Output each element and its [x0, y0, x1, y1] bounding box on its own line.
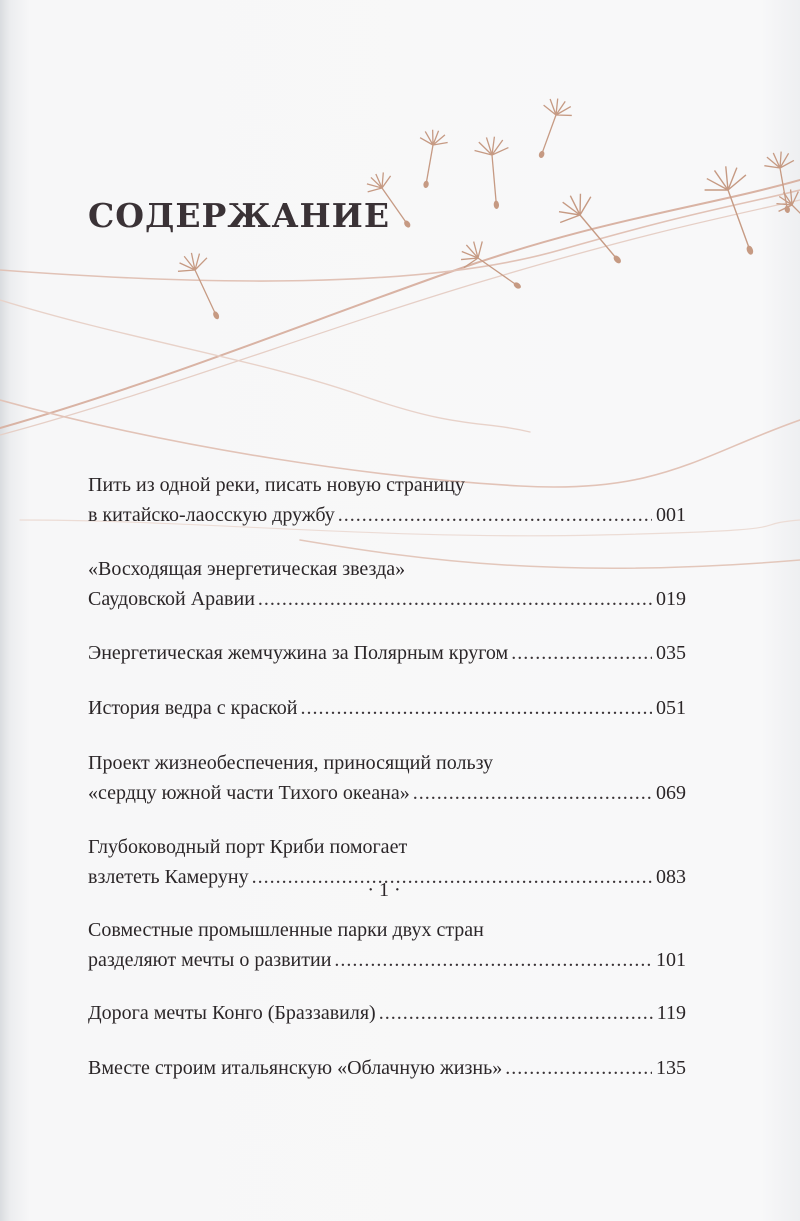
dot-leader	[300, 693, 652, 723]
toc-page-number: 001	[656, 504, 686, 526]
toc-entry[interactable]	[88, 915, 686, 975]
toc-entry[interactable]	[88, 693, 686, 723]
toc-entry-title: История ведра с краской	[88, 697, 298, 719]
toc-entry-line	[88, 470, 686, 500]
dot-leader	[505, 1053, 652, 1083]
toc-entry-line	[88, 945, 686, 975]
toc-page-number: 019	[656, 588, 686, 610]
toc-entry-title: «Восходящая энергетическая звезда»	[88, 558, 406, 580]
dot-leader	[511, 638, 652, 668]
toc-entry-line	[88, 638, 686, 668]
dandelion-seed-icon	[527, 95, 576, 163]
toc-page-number: 035	[656, 642, 686, 664]
toc-entry-line	[88, 915, 686, 945]
toc-entry-title: «сердцу южной части Тихого океана»	[88, 782, 410, 804]
dandelion-seed-icon	[412, 128, 450, 190]
toc-entry-line	[88, 584, 686, 614]
toc-entry-line	[88, 1053, 686, 1083]
dandelion-seed-icon	[173, 248, 232, 325]
dandelion-seed-icon	[455, 235, 529, 300]
dot-leader	[334, 945, 652, 975]
toc-entry-title: разделяют мечты о развитии	[88, 949, 332, 971]
toc-entry-title: в китайско-лаосскую дружбу	[88, 504, 335, 526]
page-number-folio: · 1 ·	[367, 879, 401, 901]
toc-entry[interactable]	[88, 1053, 686, 1083]
toc-entry-title: Энергетическая жемчужина за Полярным кругом	[88, 642, 509, 664]
toc-entry[interactable]	[88, 748, 686, 808]
contents-heading: СОДЕРЖАНИЕ	[88, 196, 391, 235]
toc-entry-title: Глубоководный порт Криби помогает	[88, 836, 408, 858]
toc-entry[interactable]	[88, 998, 686, 1028]
toc-entry-title: Проект жизнеобеспечения, приносящий пользу	[88, 752, 494, 774]
toc-entry-line	[88, 832, 686, 862]
toc-entry-title: Вместе строим итальянскую «Облачную жизнь»	[88, 1057, 503, 1079]
toc-page-number: 069	[656, 782, 686, 804]
toc-entry-title: Пить из одной реки, писать новую страницу	[88, 474, 465, 496]
toc-page-number: 101	[656, 949, 686, 971]
toc-entry-line	[88, 500, 686, 530]
toc-entry-title: Совместные промышленные парки двух стран	[88, 919, 484, 941]
toc-entry-title: Саудовской Аравии	[88, 588, 255, 610]
toc-entry[interactable]	[88, 554, 686, 614]
toc-entry-title: Дорога мечты Конго (Браззавиля)	[88, 1002, 376, 1024]
dot-leader	[258, 584, 652, 614]
dot-leader	[413, 778, 652, 808]
dot-leader	[379, 998, 653, 1028]
toc-entry[interactable]	[88, 470, 686, 530]
toc-entry-title: взлететь Камеруну	[88, 866, 249, 888]
dandelion-seed-icon	[473, 136, 513, 210]
toc-page-number: 119	[656, 1002, 686, 1024]
toc-entry-line	[88, 693, 686, 723]
dandelion-seed-icon	[551, 186, 635, 275]
toc-entry-line	[88, 998, 686, 1028]
dot-leader	[338, 500, 652, 530]
toc-entry[interactable]	[88, 638, 686, 668]
toc-page-number: 083	[656, 866, 686, 888]
toc-entry-line	[88, 554, 686, 584]
toc-page-number: 051	[656, 697, 686, 719]
toc-page-number: 135	[656, 1057, 686, 1079]
toc-entry-line	[88, 748, 686, 778]
toc-entry-line	[88, 778, 686, 808]
